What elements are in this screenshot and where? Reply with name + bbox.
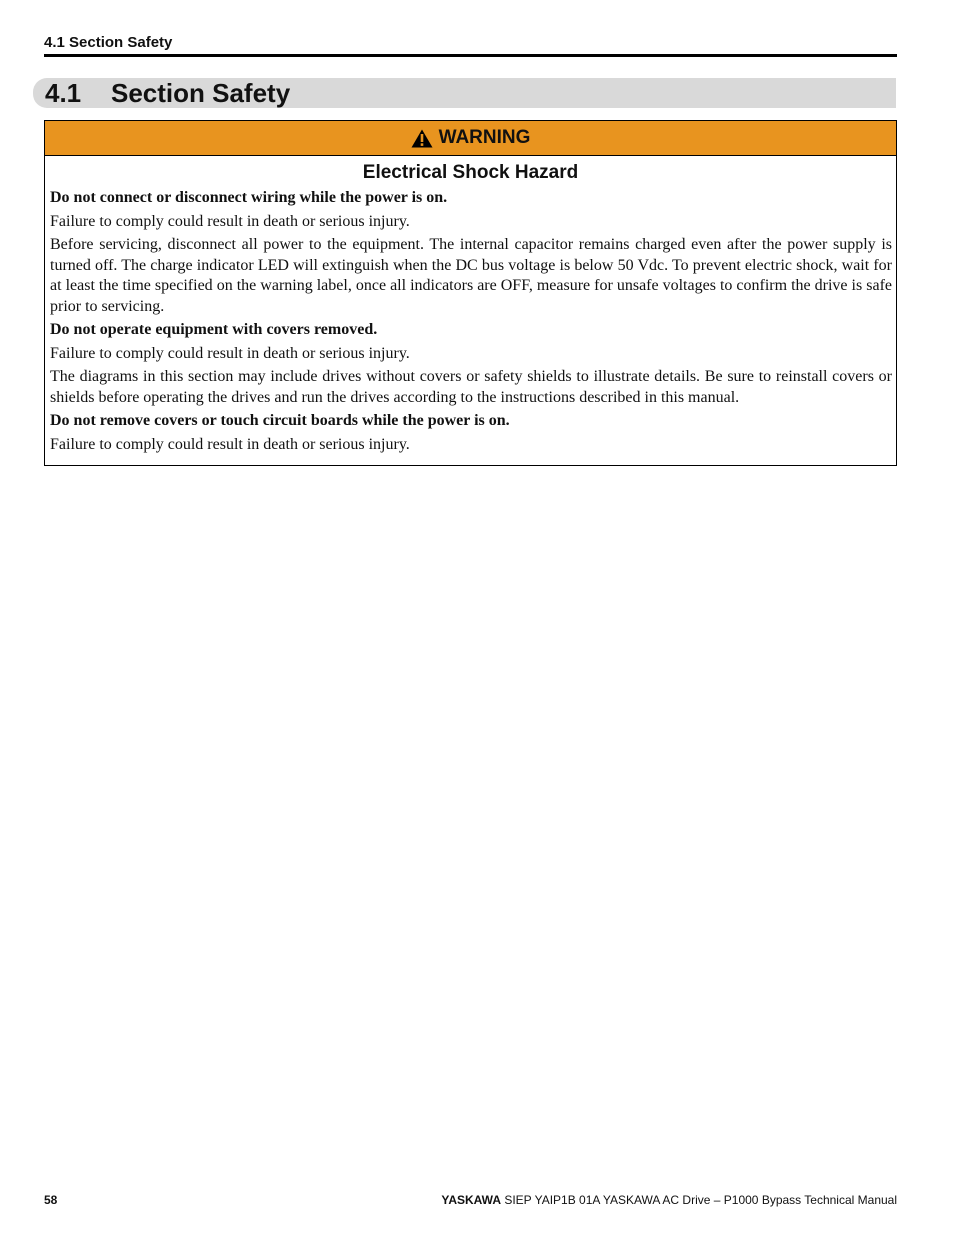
section-heading (33, 78, 896, 108)
paragraph: Do not operate equipment with covers removed. (50, 321, 378, 338)
page-footer (44, 1193, 897, 1211)
manual-title (441, 1193, 897, 1207)
running-header-title: 4.1 Section Safety (44, 34, 173, 51)
paragraph: Failure to comply could result in death or serious injury. (50, 435, 410, 453)
hazard-title: Electrical Shock Hazard (362, 162, 579, 183)
warning-band (45, 121, 896, 156)
warning-paragraphs (45, 188, 896, 455)
paragraph: Before servicing, disconnect all power to the equipment. The internal capacitor remains charged even after the power supply is turned off. The charge indicator LED will extinguish when the DC bus voltage is below 50 Vdc. To prevent electric shock, wait for at least the time specified on the warning label, once all indicators are OFF, measure for unsafe voltages to confirm the drive is safe prior to servicing. (50, 236, 892, 315)
section-title: Section Safety (111, 78, 291, 108)
paragraph: Do not remove covers or touch circuit boards while the power is on. (50, 412, 510, 429)
running-header (44, 34, 897, 57)
brand-name: YASKAWA (441, 1193, 501, 1207)
paragraph: Do not connect or disconnect wiring while the power is on. (50, 189, 448, 206)
warning-label: WARNING (438, 127, 531, 148)
paragraph: Failure to comply could result in death or serious injury. (50, 212, 410, 230)
warning-triangle-icon (411, 129, 433, 148)
page-number: 58 (44, 1193, 58, 1207)
paragraph: The diagrams in this section may include drives without covers or safety shields to illustrate details. Be sure to reinstall covers or shields before operating the drives and run the drives according to the instructions described in this manual. (50, 368, 892, 406)
paragraph: Failure to comply could result in death or serious injury. (50, 344, 410, 362)
warning-box (44, 120, 897, 466)
section-number: 4.1 (45, 78, 82, 108)
manual-title-text: SIEP YAIP1B 01A YASKAWA AC Drive – P1000 Bypass Technical Manual (501, 1193, 897, 1207)
